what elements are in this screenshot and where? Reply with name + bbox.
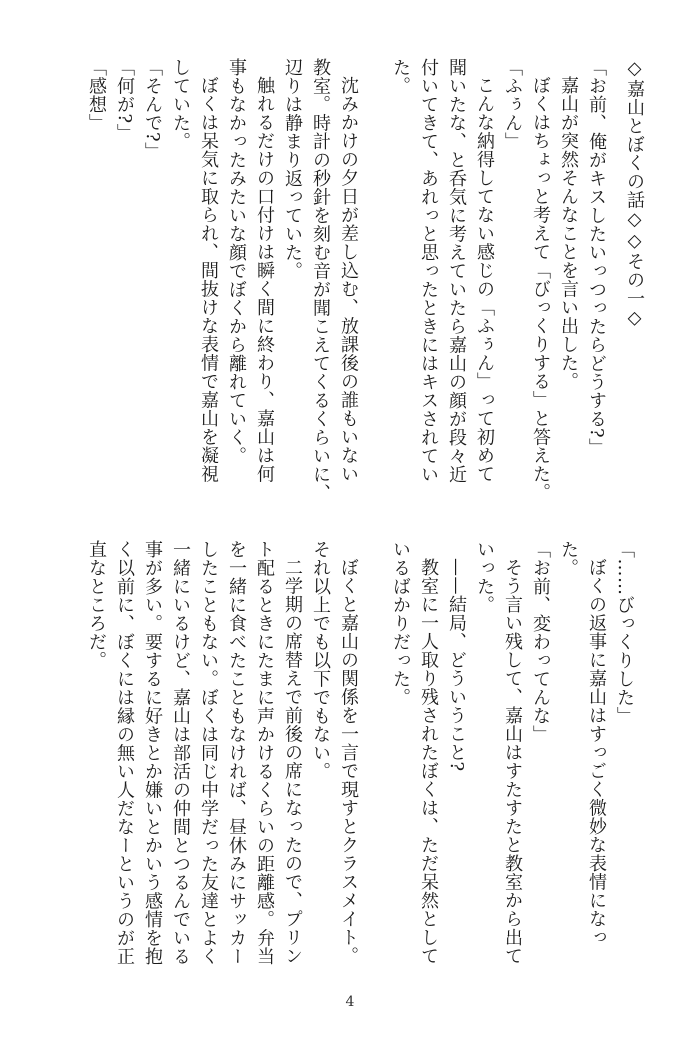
text-line: ぼくの返事に嘉山はすっごく微妙な表情になっ	[586, 558, 607, 947]
text-line: 「お前、俺がキスしたいっつったらどうする?」	[586, 58, 607, 457]
text-line: いった。	[474, 540, 495, 614]
text-line: 直なところだ。	[86, 540, 107, 670]
text-line: 二学期の席替えで前後の席になったので、プリン	[282, 558, 303, 965]
text-line: ト配るときにたまに声かけるくらいの距離感。弁当	[254, 540, 275, 966]
text-line: ぼくはちょっと考えて「びっくりする」と答えた。	[530, 76, 551, 502]
text-line: 「そんで?」	[142, 58, 163, 161]
text-line: 一緒にいるけど、嘉山は部活の仲間とつるんでいる	[170, 540, 191, 966]
text-line: 沈みかけの夕日が差し込む、放課後の誰もいない	[338, 76, 359, 483]
text-line: た。	[558, 540, 579, 577]
text-line: ぼくは呆気に取られ、間抜けな表情で嘉山を凝視	[198, 76, 219, 483]
text-line: していた。	[170, 58, 191, 151]
text-line: こんな納得してない感じの「ふぅん」って初めて	[474, 76, 495, 483]
text-line: 「感想」	[86, 58, 107, 132]
page-number: 4	[345, 994, 355, 1010]
text-line: ——結局、どういうこと?	[446, 558, 467, 772]
text-line: 「お前、変わってんな」	[530, 540, 551, 744]
text-line: 教室。時計の秒針を刻む音が聞こえてくるくらいに、	[310, 58, 331, 502]
text-line: 「何が?」	[114, 58, 135, 143]
upper-text-block	[82, 58, 648, 502]
text-line: ぼくと嘉山の関係を一言で現すとクラスメイト。	[338, 558, 359, 965]
text-line: いるばかりだった。	[390, 540, 411, 707]
text-line: 「ふぅん」	[502, 58, 523, 151]
text-line: それ以上でも以下でもない。	[310, 540, 331, 781]
text-line: 付いてきて、あれっと思ったときにはキスされてい	[418, 58, 439, 484]
text-line: 「……びっくりした」	[614, 540, 635, 725]
text-line: 事もなかったみたいな顔でぼくから離れていく。	[226, 58, 247, 465]
text-line: 事が多い。要するに好きとか嫌いとかいう感情を抱	[142, 540, 163, 966]
text-line: 辺りは静まり返っていた。	[282, 58, 303, 280]
lower-text-block	[82, 540, 638, 980]
text-line: 聞いたな、と呑気に考えていたら嘉山の顔が段々近	[446, 58, 467, 484]
section-title: ◇嘉山とぼくの話◇◇その一◇	[624, 58, 645, 329]
text-line: したこともない。ぼくは同じ中学だった友達とよく	[198, 540, 219, 966]
text-line: く以前に、ぼくには縁の無い人だなーというのが正	[114, 540, 135, 966]
text-line: た。	[390, 58, 411, 95]
text-line: 嘉山が突然そんなことを言い出した。	[558, 76, 579, 391]
text-line: を一緒に食べたこともなければ、昼休みにサッカー	[226, 540, 247, 966]
text-line: そう言い残して、嘉山はすたすたと教室から出て	[502, 558, 523, 965]
text-line: 触れるだけの口付けは瞬く間に終わり、嘉山は何	[254, 76, 275, 483]
text-line: 教室に一人取り残されたぼくは、ただ呆然として	[418, 558, 439, 965]
